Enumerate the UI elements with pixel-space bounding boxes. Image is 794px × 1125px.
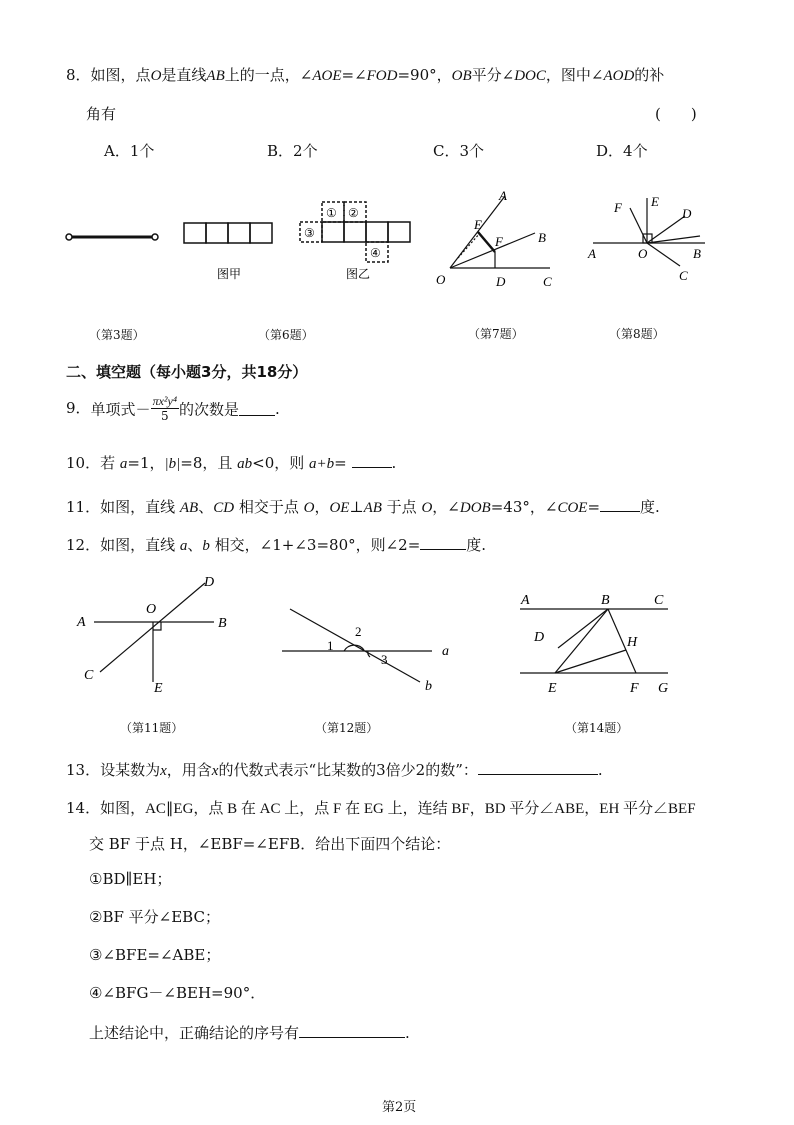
q14-conclusion-1: ①BD∥EH； bbox=[89, 870, 172, 888]
fig14-label-b: B bbox=[601, 593, 610, 608]
fig12-diagram bbox=[282, 609, 432, 682]
fig11-label-e: E bbox=[154, 681, 163, 696]
q9-line: 9．单项式－ $\frac{\text{πx²y⁴}}{5}$ 的次数是 . bbox=[66, 394, 280, 424]
q8-answer-paren: ( ) bbox=[655, 105, 697, 123]
fig7-label-a: A bbox=[499, 188, 507, 203]
fig14-label-f: F bbox=[630, 681, 639, 696]
fig6-jia-label: 图甲 bbox=[217, 267, 242, 281]
fig11-label-d: D bbox=[204, 575, 215, 590]
caption-q11: （第11题） bbox=[120, 721, 184, 735]
fig14-label-a: A bbox=[521, 593, 530, 608]
fig11-label-a: A bbox=[77, 615, 86, 630]
fig11-label-c: C bbox=[84, 668, 94, 683]
fig8-label-e: E bbox=[651, 194, 659, 209]
caption-q14: （第14题） bbox=[565, 721, 629, 735]
fig7-label-o: O bbox=[436, 272, 446, 287]
q14-line2: 交 BF 于点 H，∠EBF=∠EFB．给出下面四个结论： bbox=[89, 835, 451, 853]
fig14-label-g: G bbox=[658, 681, 669, 696]
q10-line: 10．若 a=1，|b|=8，且 ab<0，则 a+b= . bbox=[66, 454, 397, 472]
fig7-label-e: E bbox=[474, 217, 482, 232]
fig8-label-a: A bbox=[588, 246, 596, 261]
fig14-label-d: D bbox=[534, 630, 545, 645]
fig6-yi-label: 图乙 bbox=[346, 267, 371, 281]
top-figures bbox=[0, 186, 794, 306]
fig12-label-3: 3 bbox=[381, 652, 388, 667]
q8-option-c: C．3个 bbox=[433, 142, 485, 160]
fig12-label-2: 2 bbox=[355, 624, 362, 639]
fig6-net-jia bbox=[184, 223, 272, 243]
q11-line: 11．如图，直线 AB、CD 相交于点 O，OE⊥AB 于点 O，∠DOB=43°，∠COE= 度. bbox=[66, 498, 660, 516]
fig7-diagram bbox=[450, 196, 550, 268]
caption-q12: （第12题） bbox=[315, 721, 379, 735]
q13-line: 13．设某数为x，用含x的代数式表示“比某数的3倍少2的数”： . bbox=[66, 761, 603, 779]
fig6-circ4: ④ bbox=[370, 246, 381, 260]
caption-q8: （第8题） bbox=[609, 327, 665, 341]
q14-conclusion-4: ④∠BFG－∠BEH=90°． bbox=[89, 984, 266, 1002]
fig8-label-f: F bbox=[614, 200, 622, 215]
caption-q7: （第7题） bbox=[468, 327, 524, 341]
fig12-label-a: a bbox=[442, 644, 449, 659]
fig8-label-o: O bbox=[638, 246, 648, 261]
q14-answer-blank[interactable] bbox=[299, 1023, 405, 1038]
q8-option-d: D．4个 bbox=[596, 142, 648, 160]
fig3-segment bbox=[66, 234, 158, 240]
q12-line: 12．如图，直线 a、b 相交，∠1+∠3=80°，则∠2= 度. bbox=[66, 536, 487, 554]
fig8-label-b: B bbox=[693, 246, 701, 261]
q13-answer-blank[interactable] bbox=[478, 760, 598, 775]
caption-q3: （第3题） bbox=[89, 328, 145, 342]
q8-line2: 角有 bbox=[86, 105, 117, 123]
q14-conclusion-2: ②BF 平分∠EBC； bbox=[89, 908, 220, 926]
q8-option-a: A．1个 bbox=[104, 142, 155, 160]
q11-answer-blank[interactable] bbox=[600, 497, 640, 512]
fig8-label-d: D bbox=[682, 206, 692, 221]
fig11-diagram bbox=[94, 583, 214, 682]
fig6-circ3: ③ bbox=[304, 226, 315, 240]
fig12-label-1: 1 bbox=[327, 638, 334, 653]
q8-line1: 8．如图，点O是直线AB上的一点，∠AOE=∠FOD=90°，OB平分∠DOC，图中∠AOD的补 bbox=[66, 66, 665, 84]
fig11-label-b: B bbox=[218, 616, 227, 631]
q10-answer-blank[interactable] bbox=[352, 453, 392, 468]
q9-fraction: $\frac{\text{πx²y⁴}}{5}$ bbox=[152, 394, 177, 424]
section-title: 二、填空题（每小题3分，共18分） bbox=[66, 363, 308, 381]
fig7-label-f: F bbox=[495, 234, 503, 249]
fig7-label-c: C bbox=[543, 274, 552, 289]
caption-q6: （第6题） bbox=[258, 328, 314, 342]
fig6-circ1: ① bbox=[326, 206, 337, 220]
q14-last-line: 上述结论中，正确结论的序号有 . bbox=[89, 1024, 410, 1042]
page-number: 第2页 bbox=[382, 1100, 417, 1115]
fig8-label-c: C bbox=[679, 268, 688, 283]
q8-option-b: B．2个 bbox=[267, 142, 318, 160]
fig14-label-h: H bbox=[627, 635, 638, 650]
fig12-label-b: b bbox=[425, 679, 432, 694]
fig7-label-d: D bbox=[496, 274, 506, 289]
fig11-label-o: O bbox=[146, 602, 157, 617]
fig14-label-c: C bbox=[654, 593, 664, 608]
fig6-circ2: ② bbox=[348, 206, 359, 220]
q9-answer-blank[interactable] bbox=[239, 401, 275, 416]
q14-line1: 14．如图，AC∥EG，点 B 在 AC 上，点 F 在 EG 上，连结 BF，BD 平分∠ABE，EH 平分∠BEF bbox=[66, 799, 696, 817]
fig7-label-b: B bbox=[538, 230, 546, 245]
q12-answer-blank[interactable] bbox=[420, 535, 466, 550]
fig14-label-e: E bbox=[548, 681, 557, 696]
middle-figures bbox=[0, 570, 794, 710]
q14-conclusion-3: ③∠BFE=∠ABE； bbox=[89, 946, 221, 964]
